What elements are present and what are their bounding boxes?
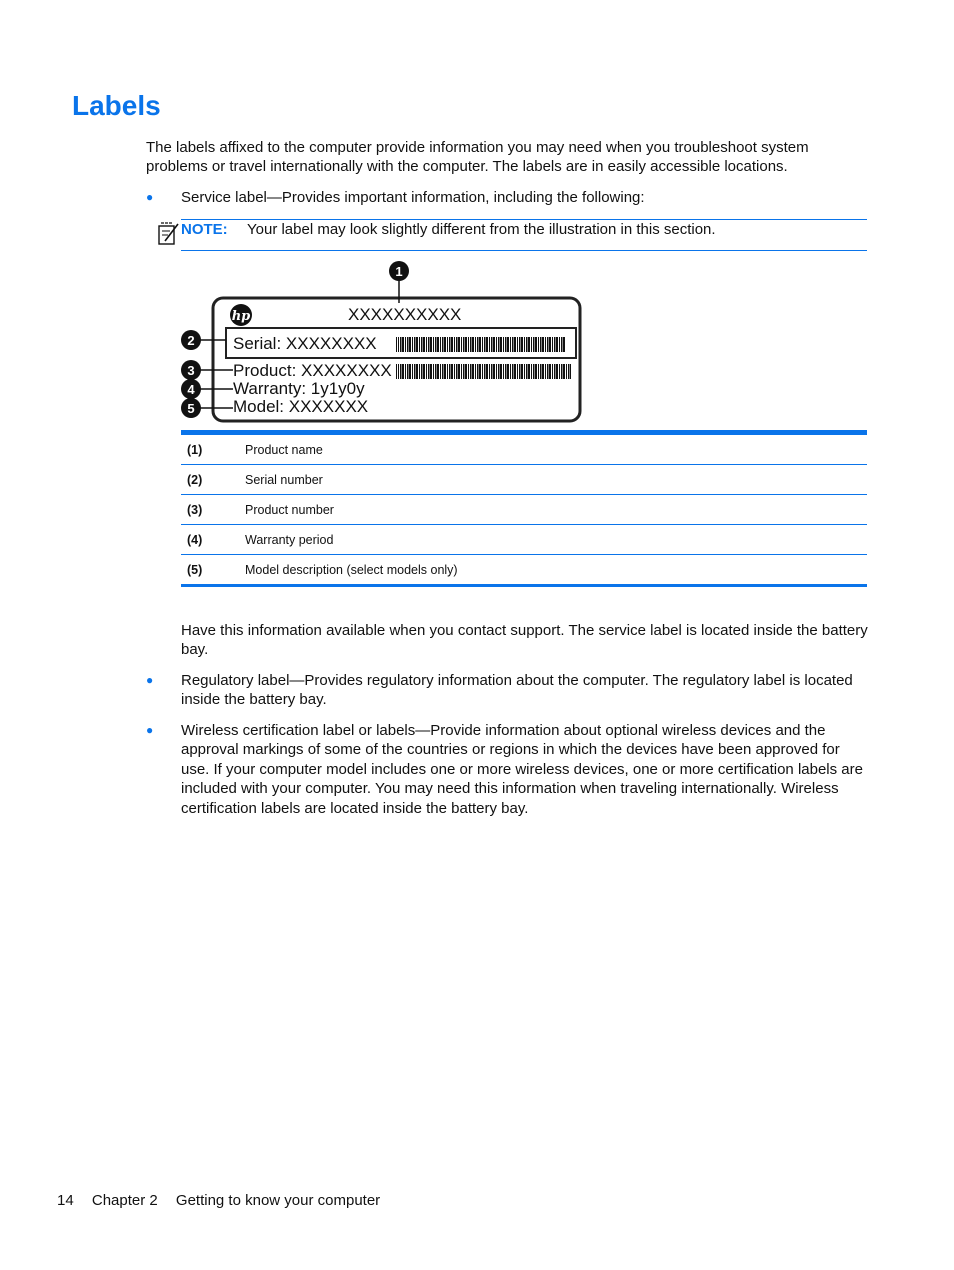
serial-barcode <box>396 337 566 352</box>
bullet-dot-icon: ● <box>146 723 154 737</box>
callout-1 <box>389 261 409 281</box>
legend-description: Warranty period <box>239 525 867 555</box>
hp-logo-text: hp <box>231 309 251 324</box>
legend-number: (4) <box>181 525 239 555</box>
table-row <box>181 525 867 555</box>
page-footer <box>57 1192 394 1209</box>
legend-description: Serial number <box>239 465 867 495</box>
bullet-dot-icon: ● <box>146 673 154 687</box>
figure-warranty: Warranty: 1y1y0y <box>233 379 365 398</box>
footer-chapter: Chapter 2 <box>91 1192 158 1209</box>
svg-text:2: 2 <box>187 333 195 348</box>
bullet-dot-icon: ● <box>146 190 154 204</box>
page-title: Labels <box>72 90 161 121</box>
footer-chapter-title: Getting to know your computer <box>175 1192 381 1209</box>
label-legend-table <box>181 430 867 587</box>
note-label: NOTE: <box>181 221 228 238</box>
figure-model: Model: XXXXXXX <box>233 397 369 416</box>
svg-text:4: 4 <box>187 382 195 397</box>
table-row <box>181 465 867 495</box>
legend-number: (3) <box>181 495 239 525</box>
bullet-text: Wireless certification label or labels—Provide information about optional wireless devices and the approval markings of some of the countries or regions in which the devices have been approved for use. If your computer model includes one or more wireless devices, one or more certification labels are included with your computer. You may need this information when traveling internationally. Wireless certification labels are located inside the battery bay. <box>181 722 863 817</box>
note-box <box>181 219 867 251</box>
legend-number: (2) <box>181 465 239 495</box>
svg-text:5: 5 <box>187 401 195 416</box>
callout-3 <box>181 360 201 380</box>
page-number: 14 <box>57 1192 74 1209</box>
legend-description: Model description (select models only) <box>245 562 458 577</box>
bullet-text: Regulatory label—Provides regulatory information about the computer. The regulatory label is located inside the battery bay. <box>181 672 853 709</box>
callout-5 <box>181 398 201 418</box>
legend-description: Product number <box>239 495 867 525</box>
svg-text:3: 3 <box>187 363 195 378</box>
table-row <box>181 495 867 525</box>
after-table-paragraph: Have this information available when you contact support. The service label is located inside the battery bay. <box>181 622 868 659</box>
legend-number: (1) <box>181 433 239 465</box>
figure-serial: Serial: XXXXXXXX <box>233 334 377 353</box>
callout-4 <box>181 379 201 399</box>
figure-product: Product: XXXXXXXX <box>233 361 392 380</box>
callout-2 <box>181 330 201 350</box>
table-row <box>181 433 867 465</box>
note-text: Your label may look slightly different from the illustration in this section. <box>247 221 716 238</box>
note-icon <box>156 221 180 247</box>
svg-text:1: 1 <box>395 264 403 279</box>
product-barcode <box>396 364 571 379</box>
figure-product-name: XXXXXXXXXX <box>348 305 462 324</box>
bullet-text: Service label—Provides important information, including the following: <box>181 189 645 206</box>
table-row <box>181 555 867 586</box>
legend-number: (5) <box>187 562 203 577</box>
legend-description: Product name <box>239 433 867 465</box>
service-label-illustration <box>178 258 588 428</box>
intro-paragraph: The labels affixed to the computer provide information you may need when you troubleshoot system problems or travel internationally with the computer. The labels are in easily accessible locations. <box>146 139 809 176</box>
